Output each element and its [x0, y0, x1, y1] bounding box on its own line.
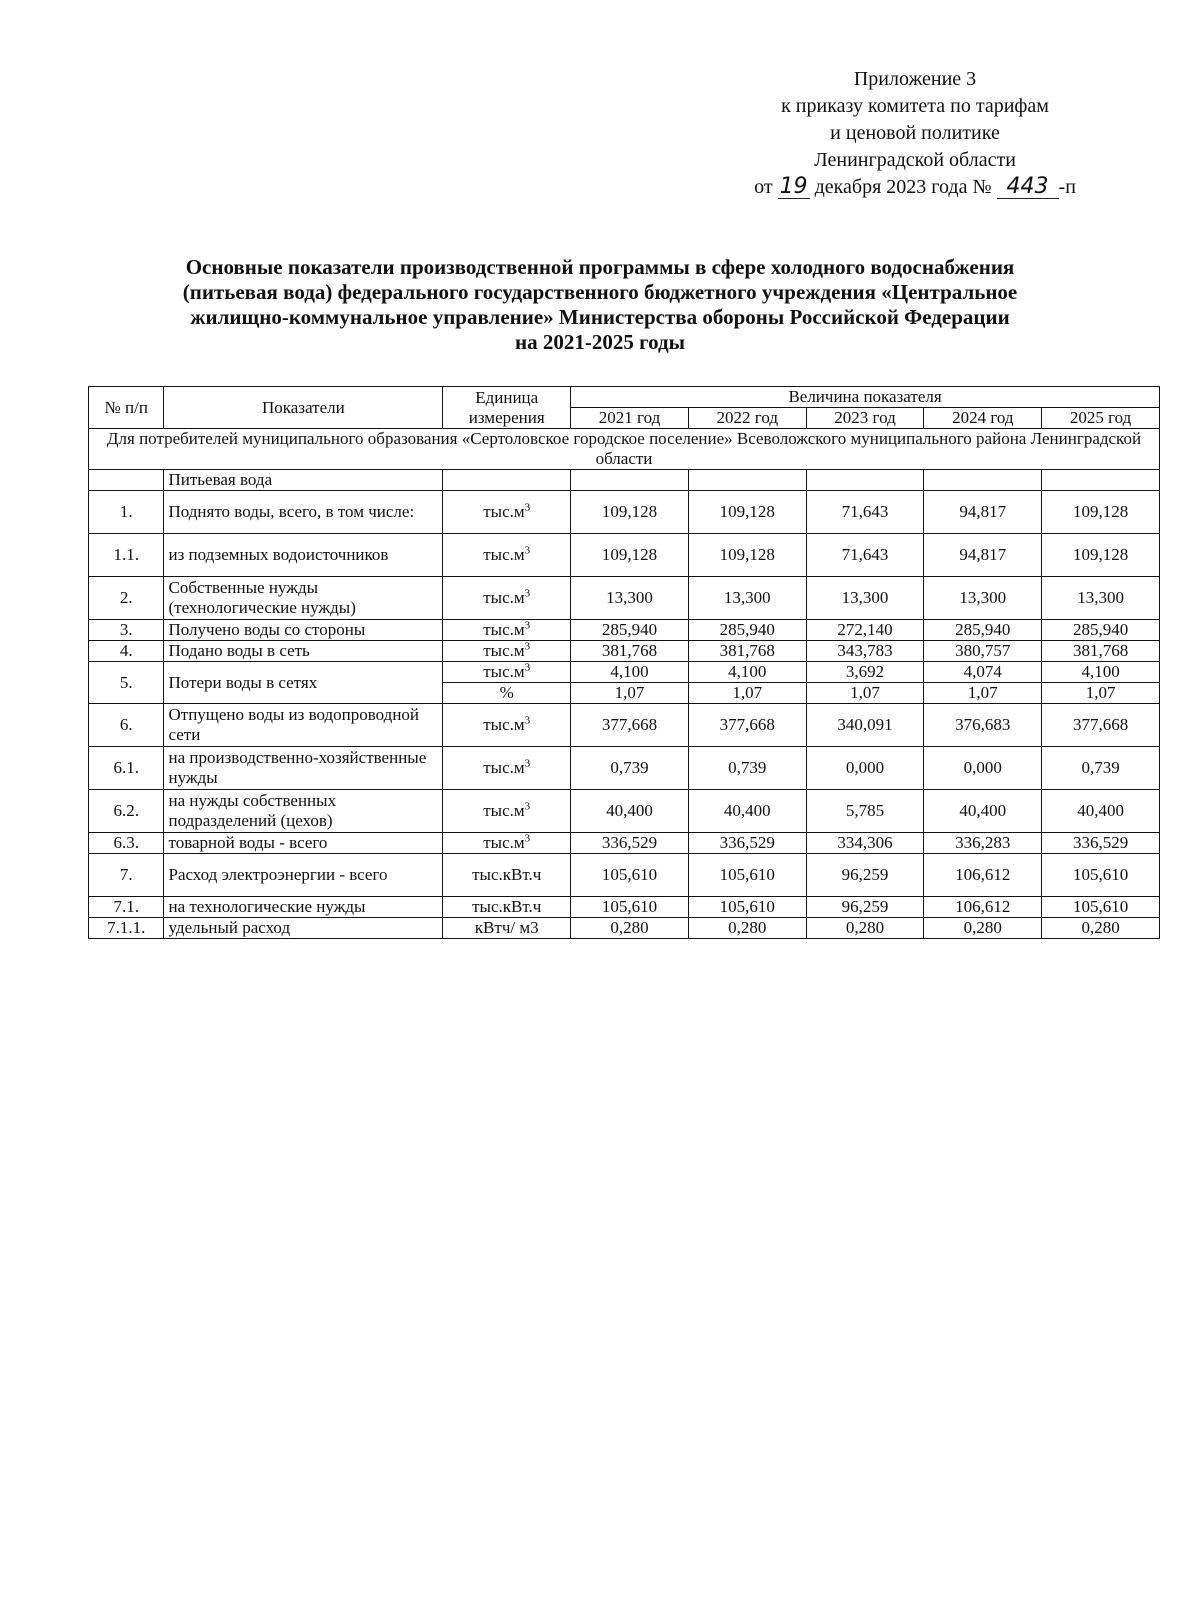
row-value: 377,668	[688, 704, 806, 747]
order-date-text: декабря 2023 года №	[814, 176, 992, 198]
row-unit: $тыс.м^3$	[443, 833, 571, 854]
row-value: 376,683	[924, 704, 1042, 747]
row-name: на нужды собственных подразделений (цехов)	[164, 790, 443, 833]
header-name: Показатели	[164, 387, 443, 429]
row-unit: $тыс.м^3$	[443, 620, 571, 641]
row-value: 1,07	[924, 683, 1042, 704]
table-cell	[571, 470, 689, 491]
row-value: 94,817	[924, 491, 1042, 534]
row-value: 272,140	[806, 620, 924, 641]
row-value: 0,739	[688, 747, 806, 790]
row-num: 1.	[89, 491, 164, 534]
row-name: на производственно-хозяйственные нужды	[164, 747, 443, 790]
row-num: 6.3.	[89, 833, 164, 854]
header-year: 2021 год	[571, 408, 689, 429]
row-value: 381,768	[1042, 641, 1160, 662]
approval-line-3: и ценовой политике	[830, 122, 1000, 144]
row-value: 4,100	[1042, 662, 1160, 683]
table-row	[89, 641, 1160, 662]
row-value: 4,100	[571, 662, 689, 683]
row-name: Потери воды в сетях	[164, 662, 443, 704]
row-num: 7.1.1.	[89, 918, 164, 939]
row-value: 0,000	[806, 747, 924, 790]
row-value: 96,259	[806, 897, 924, 918]
row-value: 105,610	[688, 897, 806, 918]
appendix-label: Приложение 3	[853, 68, 977, 90]
row-value: 105,610	[1042, 854, 1160, 897]
approval-line-2: к приказу комитета по тарифам	[781, 95, 1049, 117]
row-value: 377,668	[571, 704, 689, 747]
table-row	[89, 833, 1160, 854]
table-row	[89, 534, 1160, 577]
row-name: Отпущено воды из водопроводной сети	[164, 704, 443, 747]
row-value: 1,07	[688, 683, 806, 704]
row-num: 6.	[89, 704, 164, 747]
row-name: Поднято воды, всего, в том числе:	[164, 491, 443, 534]
row-value: 40,400	[688, 790, 806, 833]
header-num: № п/п	[89, 387, 164, 429]
row-value: 336,529	[571, 833, 689, 854]
row-unit: тыс.кВт.ч	[443, 854, 571, 897]
row-value: 0,000	[924, 747, 1042, 790]
row-value: 285,940	[688, 620, 806, 641]
row-value: 0,280	[688, 918, 806, 939]
row-value: 377,668	[1042, 704, 1160, 747]
row-name: Получено воды со стороны	[164, 620, 443, 641]
row-value: 1,07	[1042, 683, 1160, 704]
row-value: 0,739	[1042, 747, 1160, 790]
table-cell	[924, 470, 1042, 491]
row-unit: $тыс.м^3$	[443, 534, 571, 577]
row-value: 1,07	[571, 683, 689, 704]
row-value: 13,300	[924, 577, 1042, 620]
table-cell	[1042, 470, 1160, 491]
row-value: 40,400	[571, 790, 689, 833]
row-unit: $тыс.м^3$	[443, 704, 571, 747]
row-value: 109,128	[1042, 534, 1160, 577]
table-row	[89, 747, 1160, 790]
row-value: 285,940	[1042, 620, 1160, 641]
row-unit: тыс.кВт.ч	[443, 897, 571, 918]
row-unit: $тыс.м^3$	[443, 491, 571, 534]
row-value: 285,940	[571, 620, 689, 641]
row-name: удельный расход	[164, 918, 443, 939]
row-value: 381,768	[571, 641, 689, 662]
title-line-2: (питьевая вода) федерального государственного бюджетного учреждения «Центральное	[182, 280, 1018, 304]
consumer-row: Для потребителей муниципального образования «Сертоловское городское поселение» Всеволожского муниципального района Ленинградской области	[89, 429, 1160, 470]
row-num: 5.	[89, 662, 164, 704]
row-value: 3,692	[806, 662, 924, 683]
header-unit: Единица измерения	[443, 387, 571, 429]
row-value: 94,817	[924, 534, 1042, 577]
order-day-handwritten: 19	[779, 174, 808, 199]
row-value: 96,259	[806, 854, 924, 897]
table-row	[89, 918, 1160, 939]
row-unit: $тыс.м^3$	[443, 747, 571, 790]
section-label: Питьевая вода	[164, 470, 443, 491]
row-value: 105,610	[571, 854, 689, 897]
row-value: 13,300	[688, 577, 806, 620]
row-value: 336,529	[688, 833, 806, 854]
row-name: из подземных водоисточников	[164, 534, 443, 577]
row-value: 106,612	[924, 854, 1042, 897]
row-name: товарной воды - всего	[164, 833, 443, 854]
header-year: 2024 год	[924, 408, 1042, 429]
table-row	[89, 790, 1160, 833]
row-unit: кВтч/ м3	[443, 918, 571, 939]
row-value: 336,529	[1042, 833, 1160, 854]
order-suffix: -п	[1058, 176, 1076, 198]
row-value: 40,400	[924, 790, 1042, 833]
row-num: 7.1.	[89, 897, 164, 918]
table-row	[89, 577, 1160, 620]
table-cell	[89, 470, 164, 491]
row-value: 380,757	[924, 641, 1042, 662]
approval-block	[700, 66, 1130, 201]
title-line-4: на 2021-2025 годы	[514, 330, 686, 354]
row-num: 2.	[89, 577, 164, 620]
table-row	[89, 704, 1160, 747]
table-row	[89, 662, 1160, 683]
table-row	[89, 491, 1160, 534]
row-value: 105,610	[571, 897, 689, 918]
row-value: 0,280	[806, 918, 924, 939]
row-value: 4,100	[688, 662, 806, 683]
header-year: 2023 год	[806, 408, 924, 429]
row-num: 7.	[89, 854, 164, 897]
row-value: 381,768	[688, 641, 806, 662]
row-value: 0,280	[571, 918, 689, 939]
row-value: 340,091	[806, 704, 924, 747]
row-value: 109,128	[688, 491, 806, 534]
row-unit: %	[443, 683, 571, 704]
row-value: 334,306	[806, 833, 924, 854]
row-value: 343,783	[806, 641, 924, 662]
row-unit: $тыс.м^3$	[443, 662, 571, 683]
row-value: 105,610	[1042, 897, 1160, 918]
row-value: 109,128	[688, 534, 806, 577]
row-value: 40,400	[1042, 790, 1160, 833]
row-value: 0,280	[1042, 918, 1160, 939]
row-num: 4.	[89, 641, 164, 662]
row-unit: $тыс.м^3$	[443, 577, 571, 620]
row-unit: $тыс.м^3$	[443, 641, 571, 662]
row-value: 105,610	[688, 854, 806, 897]
table-row	[89, 897, 1160, 918]
row-value: 71,643	[806, 491, 924, 534]
row-num: 6.2.	[89, 790, 164, 833]
title-line-1: Основные показатели производственной программы в сфере холодного водоснабжения	[185, 255, 1015, 279]
order-date-line	[700, 174, 1130, 201]
row-value: 0,739	[571, 747, 689, 790]
row-value: 71,643	[806, 534, 924, 577]
row-value: 13,300	[1042, 577, 1160, 620]
row-name: Собственные нужды (технологические нужды)	[164, 577, 443, 620]
header-year: 2025 год	[1042, 408, 1160, 429]
approval-line-4: Ленинградской области	[814, 149, 1016, 171]
row-value: 109,128	[571, 491, 689, 534]
row-name: на технологические нужды	[164, 897, 443, 918]
row-value: 336,283	[924, 833, 1042, 854]
row-value: 0,280	[924, 918, 1042, 939]
order-prefix: от	[754, 176, 773, 198]
row-value: 5,785	[806, 790, 924, 833]
table-row	[89, 620, 1160, 641]
row-value: 109,128	[571, 534, 689, 577]
indicators-table	[88, 386, 1160, 939]
row-num: 6.1.	[89, 747, 164, 790]
order-number-handwritten: 443	[997, 176, 1059, 199]
table-cell	[688, 470, 806, 491]
title-line-3: жилищно-коммунальное управление» Министерства обороны Российской Федерации	[190, 305, 1010, 329]
table-row	[89, 854, 1160, 897]
row-value: 4,074	[924, 662, 1042, 683]
header-value-group: Величина показателя	[571, 387, 1160, 408]
row-value: 13,300	[806, 577, 924, 620]
header-year: 2022 год	[688, 408, 806, 429]
table-cell	[443, 470, 571, 491]
row-value: 1,07	[806, 683, 924, 704]
document-title	[120, 255, 1080, 355]
row-value: 106,612	[924, 897, 1042, 918]
row-name: Расход электроэнергии - всего	[164, 854, 443, 897]
row-value: 109,128	[1042, 491, 1160, 534]
row-name: Подано воды в сеть	[164, 641, 443, 662]
row-unit: $тыс.м^3$	[443, 790, 571, 833]
row-num: 3.	[89, 620, 164, 641]
row-value: 285,940	[924, 620, 1042, 641]
row-num: 1.1.	[89, 534, 164, 577]
table-cell	[806, 470, 924, 491]
row-value: 13,300	[571, 577, 689, 620]
